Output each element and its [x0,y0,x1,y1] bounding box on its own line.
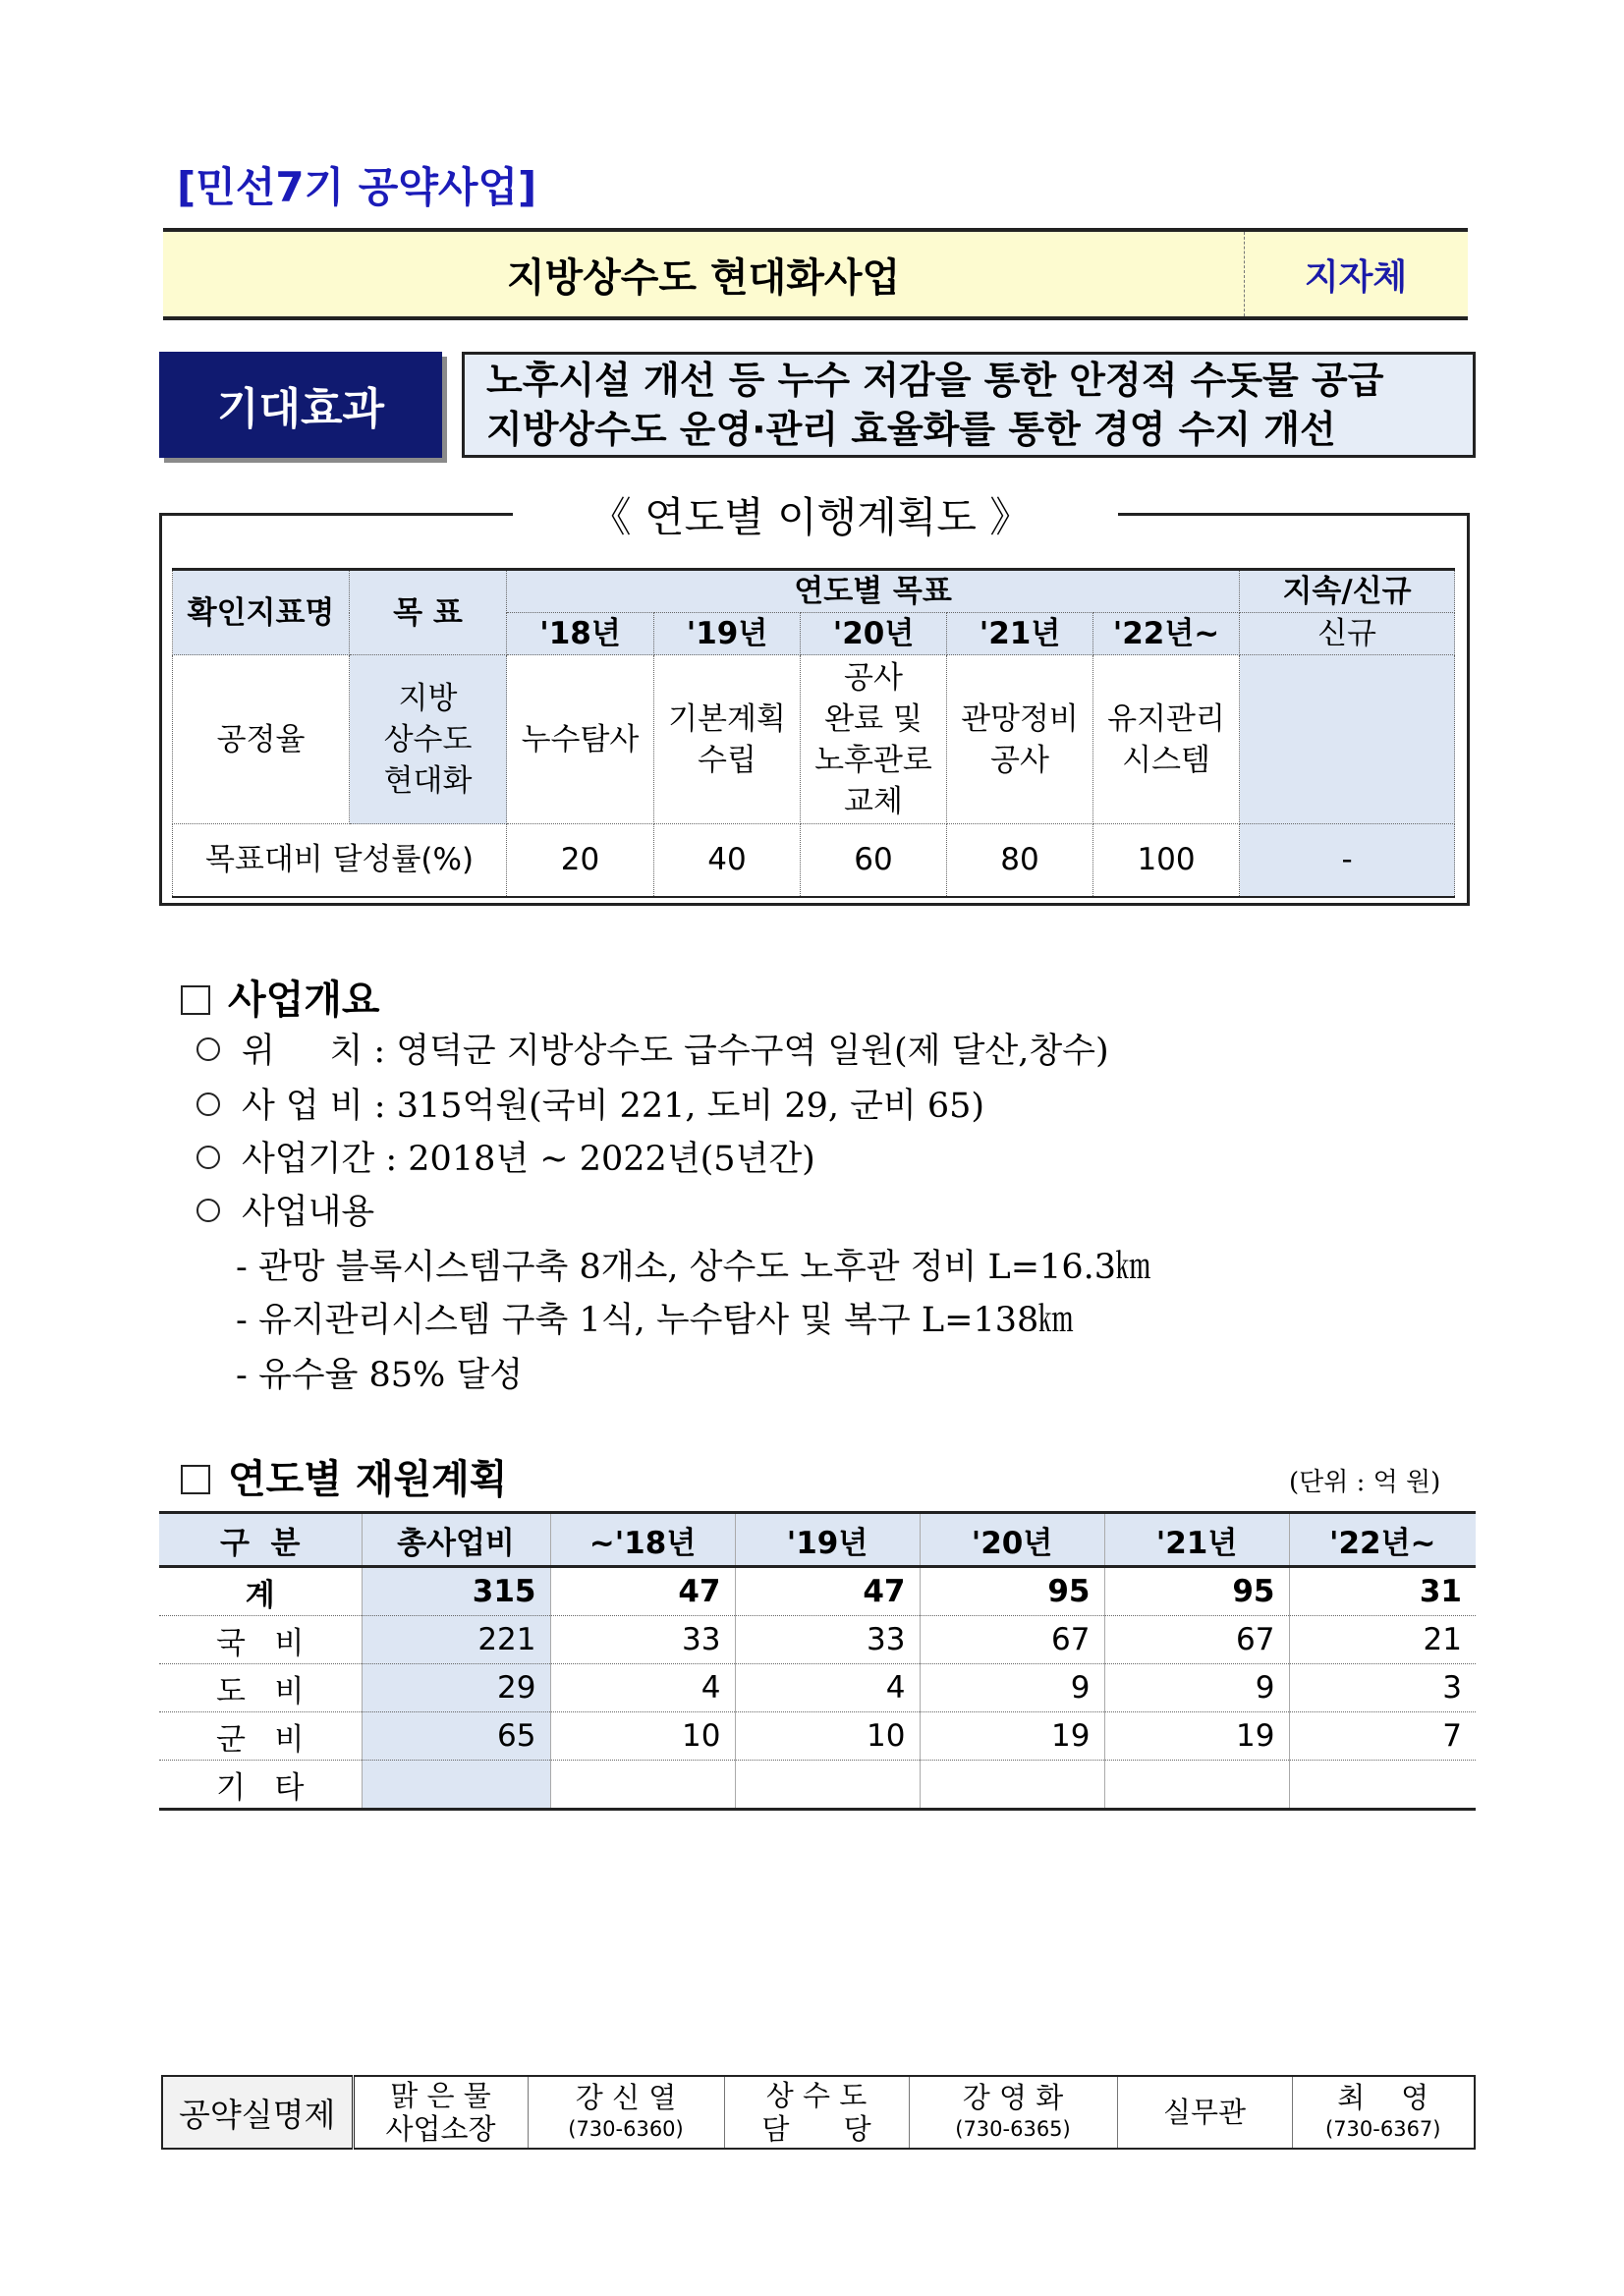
title-category: 지자체 [1304,256,1408,298]
row-label: 국 비 [159,1616,362,1664]
task-cell: 유지관리 시스템 [1093,655,1240,824]
funding-table [159,1511,1476,1811]
achievement-value: 60 [801,824,947,897]
cell-value [735,1761,920,1810]
cell-value: 315 [362,1567,550,1616]
achievement-value: 40 [654,824,801,897]
funding-row [159,1712,1476,1761]
effect-label: 기대효과 [159,352,442,458]
row-label: 기 타 [159,1761,362,1810]
cell-value: 33 [550,1616,735,1664]
cell-value: 47 [735,1567,920,1616]
task-cell: 누수탐사 [507,655,654,824]
row-label: 계 [159,1567,362,1616]
cell-value [550,1761,735,1810]
funding-row [159,1616,1476,1664]
header-year: '19년 [654,613,801,655]
funding-header: '20년 [920,1513,1104,1567]
footer-cell: 강 영 화 (730-6365) [909,2076,1117,2149]
cell-value: 95 [1104,1567,1289,1616]
cell-value: 3 [1289,1664,1476,1712]
square-bullet-icon [181,985,210,1015]
section-title: 연도별 재원계획 [228,1457,508,1502]
task-cell: 관망정비 공사 [947,655,1093,824]
achievement-value: 80 [947,824,1093,897]
cell-value [1104,1761,1289,1810]
achievement-value: 100 [1093,824,1240,897]
section-title: 사업개요 [228,978,380,1023]
circle-bullet-icon [196,1037,220,1061]
header-year: '18년 [507,613,654,655]
cell-value [1289,1761,1476,1810]
indicator-cell: 공정율 [173,655,350,824]
cell-value: 10 [550,1712,735,1761]
overview-item: 사 업 비 : 315억원(국비 221, 도비 29, 군비 65) [196,1079,984,1128]
footer-label: 공약실명제 [162,2076,353,2149]
funding-row [159,1761,1476,1810]
accountability-table [161,2075,1476,2150]
cell-value: 67 [920,1616,1104,1664]
row-label: 도 비 [159,1664,362,1712]
row-label: 군 비 [159,1712,362,1761]
cell-value: 95 [920,1567,1104,1616]
cell-value: 9 [920,1664,1104,1712]
footer-cell: 강 신 열 (730-6360) [528,2076,724,2149]
plan-table [172,568,1455,898]
cell-value: 33 [735,1616,920,1664]
cell-value: 19 [920,1712,1104,1761]
funding-header: '21년 [1104,1513,1289,1567]
overview-sub-item: - 유지관리시스템 구축 1식, 누수탐사 및 복구 L=138㎞ [236,1301,1074,1340]
achievement-label: 목표대비 달성률(%) [173,824,507,897]
unit-label: (단위 : 억 원) [1289,1468,1441,1497]
cell-value [920,1761,1104,1810]
header-yearly: 연도별 목표 [507,570,1240,613]
header-year: '21년 [947,613,1093,655]
overview-item: 사업기간 : 2018년 ~ 2022년(5년간) [196,1132,815,1181]
header-status: 지속/신규 [1240,570,1455,613]
cell-value: 4 [550,1664,735,1712]
footer-cell: 실무관 [1117,2076,1292,2149]
task-cell: 기본계획 수립 [654,655,801,824]
funding-header: 구 분 [159,1513,362,1567]
circle-bullet-icon [196,1199,220,1222]
header-indicator: 확인지표명 [173,570,350,655]
footer-cell: 최 영 (730-6367) [1292,2076,1475,2149]
cell-value: 21 [1289,1616,1476,1664]
overview-sub-item: - 관망 블록시스템구축 8개소, 상수도 노후관 정비 L=16.3㎞ [236,1248,1150,1287]
cell-value: 221 [362,1616,550,1664]
section-overview [181,969,380,1025]
cell-value: 29 [362,1664,550,1712]
overview-sub-item: - 유수율 85% 달성 [236,1356,524,1395]
cell-value: 7 [1289,1712,1476,1761]
footer-cell: 맑 은 물 사업소장 [353,2076,528,2149]
cell-value: 31 [1289,1567,1476,1616]
task-cell: 공사 완료 및 노후관로 교체 [801,655,947,824]
effect-line: 지방상수도 운영·관리 효율화를 통한 경영 수지 개선 [486,408,1336,451]
effect-line: 노후시설 개선 등 누수 저감을 통한 안정적 수돗물 공급 [486,359,1384,402]
overview-item: 사업내용 [196,1185,374,1234]
achievement-value: 20 [507,824,654,897]
header-year: '20년 [801,613,947,655]
achievement-status: - [1240,824,1455,897]
cell-value: 67 [1104,1616,1289,1664]
funding-header: 총사업비 [362,1513,550,1567]
cell-value: 10 [735,1712,920,1761]
status-value: 신규 [1240,613,1455,655]
cell-value: 4 [735,1664,920,1712]
footer-cell: 상 수 도 담 당 [724,2076,909,2149]
header-goal: 목 표 [350,570,507,655]
cell-value [362,1761,550,1810]
header-year: '22년~ [1093,613,1240,655]
page-title: 지방상수도 현대화사업 [506,254,901,301]
funding-row [159,1567,1476,1616]
cell-value: 47 [550,1567,735,1616]
plan-title: 《 연도별 이행계획도 》 [589,493,1032,541]
cell-value: 9 [1104,1664,1289,1712]
square-bullet-icon [181,1465,210,1494]
funding-header: '22년~ [1289,1513,1476,1567]
title-box [163,228,1468,320]
overview-item: 위 치 : 영덕군 지방상수도 급수구역 일원(제 달산,창수) [196,1024,1109,1073]
goal-cell: 지방 상수도 현대화 [350,655,507,824]
circle-bullet-icon [196,1092,220,1116]
circle-bullet-icon [196,1146,220,1169]
effect-box [462,352,1476,458]
section-funding [181,1448,507,1504]
status-cell [1240,655,1455,824]
funding-header: ~'18년 [550,1513,735,1567]
funding-row [159,1664,1476,1712]
cell-value: 65 [362,1712,550,1761]
funding-header: '19년 [735,1513,920,1567]
cell-value: 19 [1104,1712,1289,1761]
document-tag: [민선7기 공약사업] [177,163,537,211]
